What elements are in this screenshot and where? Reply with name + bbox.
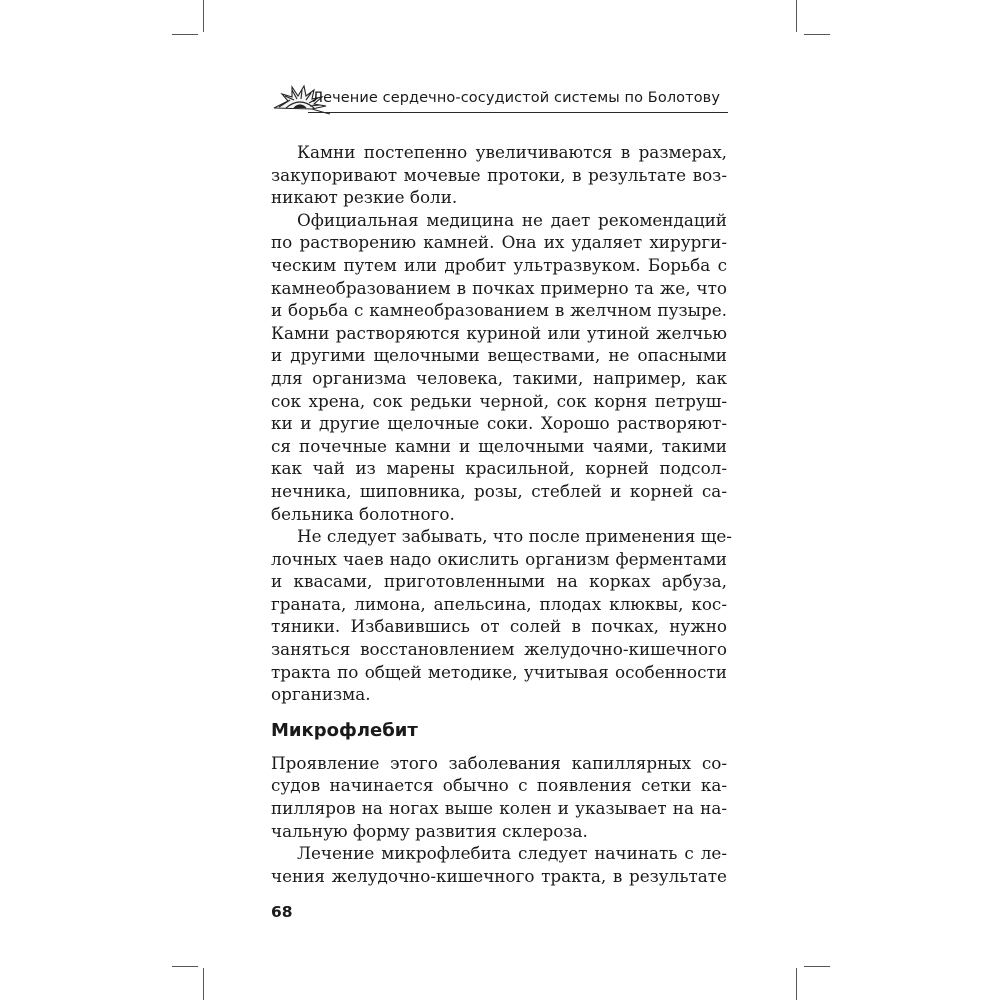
crop-mark-top-right-horizontal: [804, 34, 830, 35]
text-line: для организма человека, такими, например, как: [271, 367, 727, 388]
crop-mark-bottom-left: [203, 968, 204, 1000]
text-line: Проявление этого заболевания капиллярных со-: [271, 752, 727, 773]
text-line: ки и другие щелочные соки. Хорошо растворяют-: [271, 413, 727, 434]
text-line: и квасами, приготовленными на корках арбуза,: [271, 571, 727, 592]
running-head: [268, 78, 728, 118]
paragraph: [271, 525, 732, 706]
paragraph: [271, 141, 727, 209]
paragraph: [271, 752, 727, 842]
text-line: организма.: [271, 684, 371, 705]
text-line: тяники. Избавившись от солей в почках, нужно: [271, 616, 727, 637]
crop-mark-bottom-left-horizontal: [172, 966, 198, 967]
text-line: пилляров на ногах выше колен и указывает на на-: [271, 798, 727, 819]
text-line: Не следует забывать, что после применения ще-: [297, 526, 732, 547]
crop-mark-top-right: [796, 0, 797, 32]
text-line: и другими щелочными веществами, не опасными: [271, 345, 727, 366]
text-line: заняться восстановлением желудочно-кишечного: [271, 639, 727, 660]
text-line: нечника, шиповника, розы, стеблей и корней са-: [271, 480, 727, 501]
running-head-title: Лечение сердечно-сосудистой системы по Болотову: [312, 90, 720, 106]
section-heading: Микрофлебит: [271, 719, 418, 741]
text-line: чения желудочно-кишечного тракта, в результате: [271, 865, 727, 886]
text-line: ческим путем или дробит ультразвуком. Борьба с: [271, 254, 727, 275]
text-line: Лечение микрофлебита следует начинать с ле-: [297, 843, 727, 864]
text-line: по растворению камней. Она их удаляет хирурги-: [271, 232, 727, 253]
crop-mark-bottom-right: [796, 968, 797, 1000]
page-body: [271, 141, 732, 887]
text-line: как чай из марены красильной, корней подсол-: [271, 458, 727, 479]
crop-mark-bottom-right-horizontal: [804, 966, 830, 967]
crop-mark-top-left: [203, 0, 204, 32]
text-line: закупоривают мочевые протоки, в результате воз-: [271, 164, 727, 185]
paragraph: [271, 209, 727, 525]
text-line: граната, лимона, апельсина, плодах клюквы, кос-: [271, 593, 727, 614]
page-number: 68: [271, 903, 293, 921]
text-line: Официальная медицина не дает рекомендаций: [297, 209, 727, 230]
text-line: Камни растворяются куриной или утиной желчью: [271, 322, 727, 343]
text-line: сок хрена, сок редьки черной, сок корня петруш-: [271, 390, 727, 411]
text-line: никают резкие боли.: [271, 187, 458, 208]
text-line: ся почечные камни и щелочными чаями, такими: [271, 435, 727, 456]
text-line: лочных чаев надо окислить организм ферментами: [271, 548, 727, 569]
text-line: и борьба с камнеобразованием в желчном пузыре.: [271, 300, 727, 321]
text-line: тракта по общей методике, учитывая особенности: [271, 661, 727, 682]
text-line: чальную форму развития склероза.: [271, 820, 588, 841]
running-head-rule: [308, 112, 728, 113]
text-line: камнеобразованием в почках примерно та же, что: [271, 277, 727, 298]
paragraph: [271, 842, 727, 887]
text-line: бельника болотного.: [271, 503, 455, 524]
text-line: Камни постепенно увеличиваются в размерах,: [297, 142, 727, 162]
text-line: судов начинается обычно с появления сетки ка-: [271, 775, 727, 796]
crop-mark-top-left-horizontal: [172, 34, 198, 35]
